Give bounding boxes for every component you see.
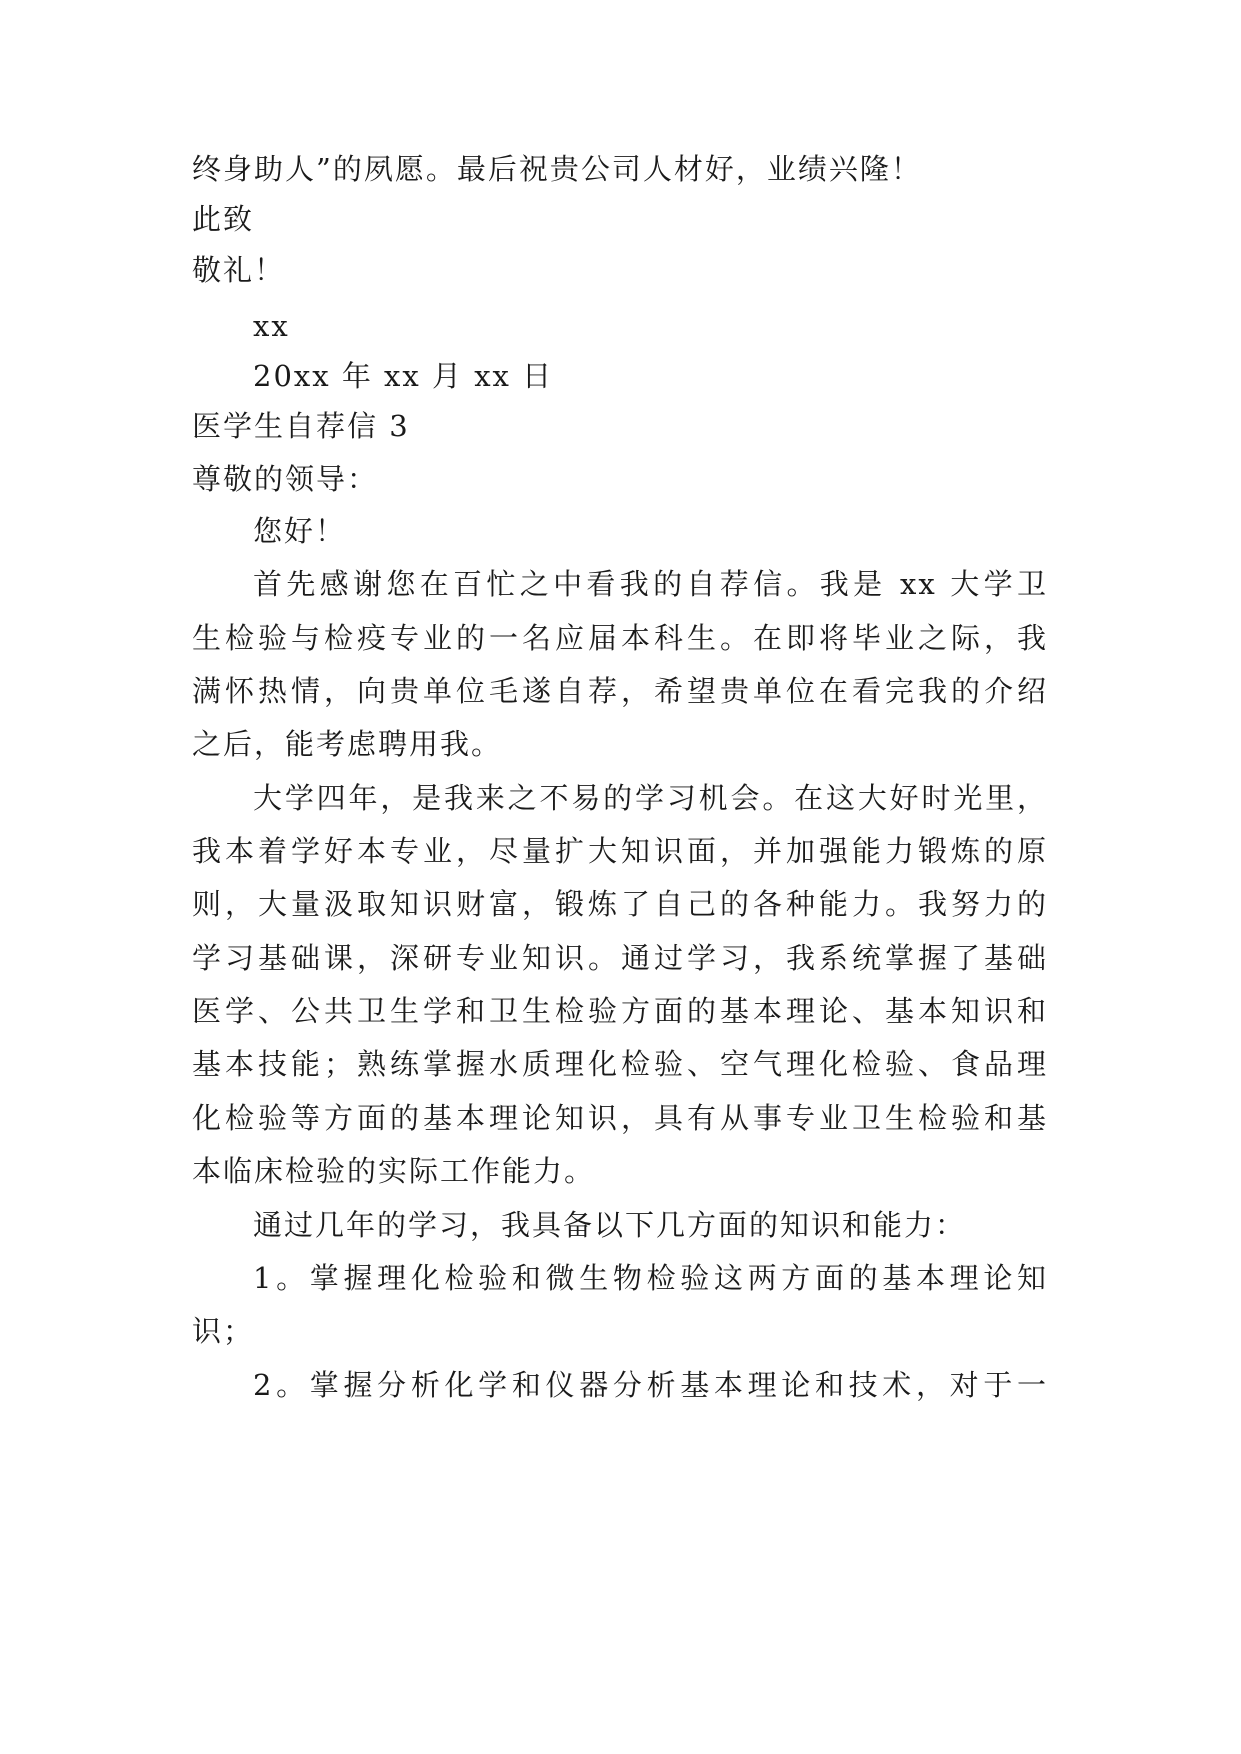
text-line: 我本着学好本专业，尽量扩大知识面，并加强能力锻炼的原: [192, 834, 1048, 868]
text-line: 本临床检验的实际工作能力。: [192, 1154, 596, 1188]
text-line: 通过几年的学习，我具备以下几方面的知识和能力：: [253, 1208, 967, 1242]
section-title: 医学生自荐信 3: [192, 409, 410, 443]
closing-salutation: 此致: [192, 202, 255, 236]
text-line: 之后，能考虑聘用我。: [192, 727, 503, 761]
greeting: 您好！: [253, 514, 347, 548]
text-line: 生检验与检疫专业的一名应届本科生。在即将毕业之际，我: [192, 621, 1048, 655]
text-line: 大学四年，是我来之不易的学习机会。在这大好时光里，: [253, 781, 1048, 815]
text-line: 学习基础课，深研专业知识。通过学习，我系统掌握了基础: [192, 941, 1048, 975]
signature-date: 20xx 年 xx 月 xx 日: [253, 359, 554, 393]
text-line: 基本技能；熟练掌握水质理化检验、空气理化检验、食品理: [192, 1047, 1048, 1081]
text-line: 医学、公共卫生学和卫生检验方面的基本理论、基本知识和: [192, 994, 1048, 1028]
text-line: 终身助人”的夙愿。最后祝贵公司人材好，业绩兴隆！: [192, 152, 922, 186]
text-line: 首先感谢您在百忙之中看我的自荐信。我是 xx 大学卫: [253, 567, 1048, 601]
signature-name: xx: [253, 309, 290, 343]
text-line: 满怀热情，向贵单位毛遂自荐，希望贵单位在看完我的介绍: [192, 674, 1048, 708]
list-item: 2。掌握分析化学和仪器分析基本理论和技术，对于一: [253, 1368, 1048, 1402]
text-line: 则，大量汲取知识财富，锻炼了自己的各种能力。我努力的: [192, 887, 1048, 921]
list-item-continuation: 识；: [192, 1314, 255, 1348]
list-item: 1。掌握理化检验和微生物检验这两方面的基本理论知: [253, 1261, 1048, 1295]
closing-regards: 敬礼！: [192, 253, 286, 287]
text-line: 化检验等方面的基本理论知识，具有从事专业卫生检验和基: [192, 1101, 1048, 1135]
greeting-recipient: 尊敬的领导：: [192, 462, 379, 496]
